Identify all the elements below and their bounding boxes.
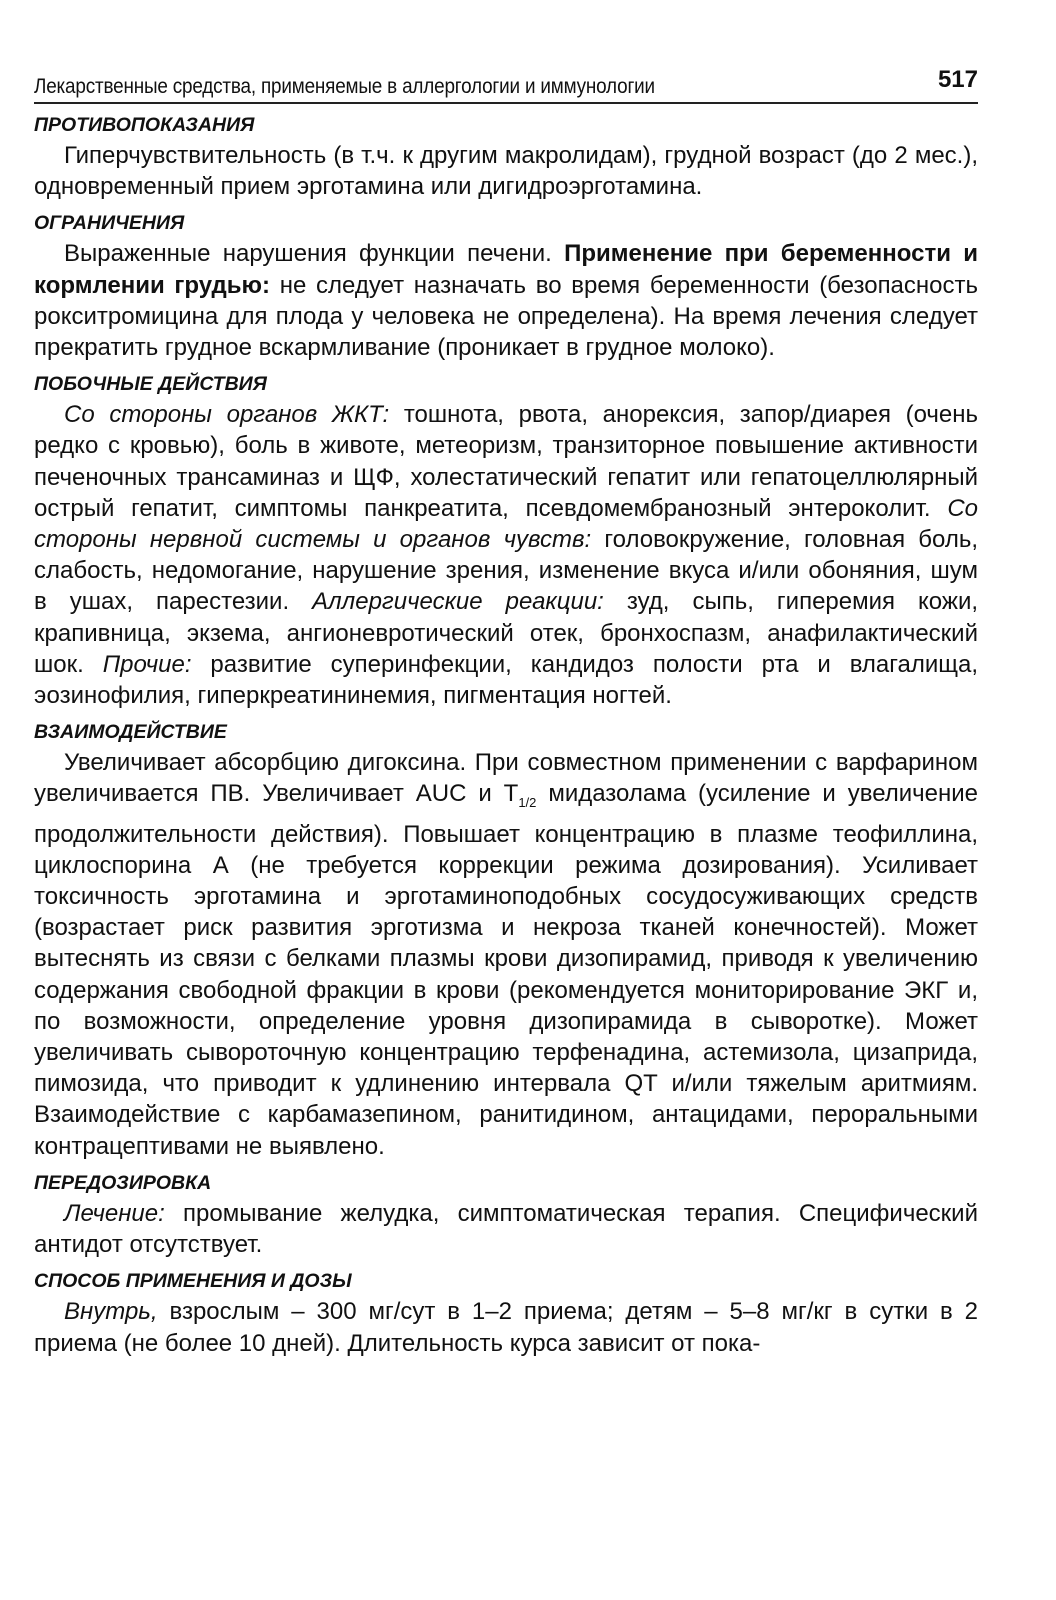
text-run: зуд, сыпь, гиперемия кожи, крапивница, экзема, ангионевротический отек, бронхоспазм, анафилактический шок. — [34, 588, 979, 678]
text-run: развитие суперинфекции, кандидоз полости рта и влагалища, эозинофилия, гиперкреатининемия, пигментация ногтей. — [34, 650, 979, 710]
text-run: не следует назначать во время беременности (безопасность рокситромицина для плода у человека не определена). На время лечения следует прекратить грудное вскармливание (проникает в грудное молоко). — [34, 271, 979, 362]
text-run: тошнота, рвота, анорексия, запор/диарея (очень редко с кровью), боль в животе, метеоризм, транзиторное повышение активности печеночных трансаминаз и ЩФ, холестатический гепатит или гепатоцеллюлярный острый гепатит, симптомы панкреатита, псевдомембранозный энтероколит. — [34, 401, 979, 522]
section-contraindications — [34, 112, 978, 202]
section-dosage — [34, 1268, 978, 1358]
text-run: мидазолама (усиление и увеличение продолжительности действия). Повышает концентрацию в плазме теофиллина, циклоспорина А (не требуется коррекции режима дозирования). Усиливает токсичность эрготамина и эрготаминоподобных сосудосуживающих средств (возрастает риск развития эрготизма и некроза тканей конечностей). Может вытеснять из связи с белками плазмы крови дизопирамид, приводя к увеличению содержания свободной фракции в крови (рекомендуется мониторирование ЭКГ и, по возможности, определение уровня дизопирамида в сыворотке). Может увеличивать сывороточную концентрацию терфенадина, астемизола, цизаприда, пимозида, что приводит к удлинению интервала QT и/или тяжелым аритмиям. Взаимодействие с карбамазепином, ранитидином, антацидами, пероральными контрацептивами не выявлено. — [34, 780, 979, 1160]
section-overdose — [34, 1170, 978, 1260]
section-paragraph — [34, 747, 978, 1162]
page-number: 517 — [937, 66, 978, 93]
text-run: взрослым – 300 мг/сут в 1–2 приема; детям – 5–8 мг/кг в сутки в 2 приема (не более 10 дней). Длительность курса зависит от пока- — [34, 1298, 978, 1357]
section-heading: ПЕРЕДОЗИРОВКА — [34, 1171, 212, 1194]
section-side-effects — [34, 371, 978, 711]
section-paragraph — [34, 1198, 978, 1260]
italic-lead-phrase: Со стороны органов ЖКТ: — [64, 401, 390, 429]
section-limitations — [34, 210, 978, 363]
section-paragraph — [34, 399, 978, 711]
book-page — [34, 60, 978, 1359]
italic-lead-phrase: Лечение: — [64, 1199, 165, 1227]
running-header — [34, 60, 978, 104]
page-content — [34, 112, 978, 1359]
section-heading: ПРОТИВОПОКАЗАНИЯ — [34, 114, 255, 136]
section-interactions — [34, 719, 978, 1162]
italic-lead-phrase: Со стороны нервной системы и органов чувств: — [34, 494, 978, 554]
running-title: Лекарственные средства, применяемые в аллергологии и иммунологии — [34, 75, 655, 98]
section-heading: ВЗАИМОДЕЙСТВИЕ — [34, 721, 227, 744]
subscript: 1/2 — [518, 795, 537, 811]
section-paragraph — [34, 1296, 978, 1358]
section-heading: ОГРАНИЧЕНИЯ — [34, 212, 185, 235]
section-heading: ПОБОЧНЫЕ ДЕЙСТВИЯ — [34, 373, 267, 396]
italic-lead-phrase: Аллергические реакции: — [312, 588, 604, 616]
text-run: Увеличивает абсорбцию дигоксина. При совместном применении с варфарином увеличивается ПВ. Увеличивает AUC и T — [34, 749, 978, 808]
text-run: головокружение, головная боль, слабость, недомогание, нарушение зрения, изменение вкуса и/или обоняния, шум в ушах, парестезии. — [34, 526, 979, 616]
text-run: Выраженные нарушения функции печени. — [64, 240, 565, 268]
italic-lead-phrase: Внутрь, — [64, 1298, 158, 1326]
section-paragraph — [34, 140, 978, 202]
text-run: Гиперчувствительность (в т.ч. к другим макролидам), грудной возраст (до 2 мес.), одновременный прием эрготамина или дигидроэрготамина. — [34, 142, 978, 201]
bold-phrase: Применение при беременности и кормлении грудью: — [34, 240, 978, 299]
section-heading: СПОСОБ ПРИМЕНЕНИЯ И ДОЗЫ — [34, 1270, 352, 1293]
text-run: промывание желудка, симптоматическая терапия. Специфический антидот отсутствует. — [34, 1199, 978, 1259]
section-paragraph — [34, 238, 978, 363]
italic-lead-phrase: Прочие: — [102, 650, 192, 678]
